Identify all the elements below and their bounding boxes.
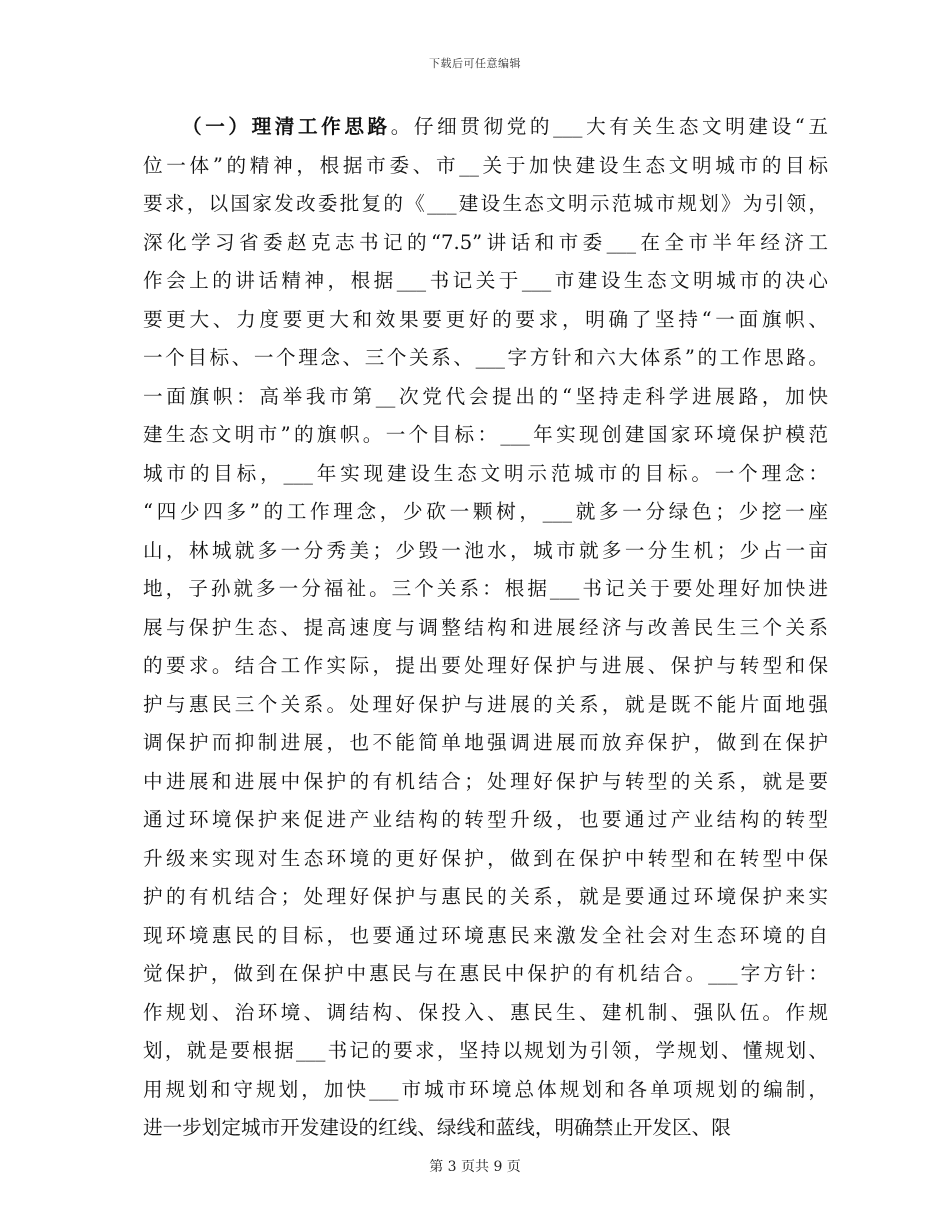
paragraph-line: 护与惠民三个关系。处理好保护与进展的关系，就是既不能片面地强 (143, 692, 828, 716)
paragraph-line: 觉保护，做到在保护中惠民与在惠民中保护的有机结合。___字方针： (143, 962, 828, 985)
page-header-note: 下载后可任意编辑 (429, 57, 521, 70)
paragraph-line: 深化学习省委赵克志书记的“7.5”讲话和市委___在全市半年经济工 (143, 230, 828, 254)
paragraph-line: 展与保护生态、提高速度与调整结构和进展经济与改善民生三个关系 (143, 615, 828, 639)
paragraph-line: 一个目标、一个理念、三个关系、___字方针和六大体系”的工作思路。 (143, 346, 828, 369)
paragraph-line: 进一步划定城市开发建设的红线、绿线和蓝线，明确禁止开发区、限 (143, 1116, 731, 1139)
paragraph-line: 建生态文明市”的旗帜。一个目标：___年实现创建国家环境保护模范 (143, 423, 828, 446)
paragraph-line: 划，就是要根据___书记的要求，坚持以规划为引领，学规划、懂规划、 (143, 1039, 828, 1062)
page-number: 第 3 页共 9 页 (429, 1159, 521, 1175)
paragraph-line: 一面旗帜：高举我市第__次党代会提出的“坚持走科学进展路，加快 (143, 384, 828, 408)
paragraph-line: 地，子孙就多一分福祉。三个关系：根据___书记关于要处理好加快进 (143, 577, 828, 600)
paragraph-line: 要更大、力度要更大和效果要更好的要求，明确了坚持“一面旗帜、 (143, 307, 828, 331)
paragraph-line: 中进展和进展中保护的有机结合；处理好保护与转型的关系，就是要 (143, 769, 828, 793)
paragraph-line: 的要求。结合工作实际，提出要处理好保护与进展、保护与转型和保 (143, 654, 828, 677)
paragraph-line: 现环境惠民的目标，也要通过环境惠民来激发全社会对生态环境的自 (143, 923, 828, 947)
paragraph-line-1 (143, 108, 828, 147)
paragraph-line: 用规划和守规划，加快___市城市环境总体规划和各单项规划的编制， (143, 1077, 828, 1101)
paragraph-line: 升级来实现对生态环境的更好保护，做到在保护中转型和在转型中保 (143, 846, 828, 870)
paragraph-line: “四少四多”的工作理念，少砍一颗树，___就多一分绿色；少挖一座 (143, 500, 828, 523)
paragraph-line: 通过环境保护来促进产业结构的转型升级，也要通过产业结构的转型 (143, 808, 828, 831)
paragraph-line: 山，林城就多一分秀美；少毁一池水，城市就多一分生机；少占一亩 (143, 538, 828, 562)
paragraph-line: 位一体”的精神，根据市委、市__关于加快建设生态文明城市的目标 (143, 153, 828, 177)
paragraph-line: 要求，以国家发改委批复的《___建设生态文明示范城市规划》为引领， (143, 192, 828, 215)
paragraph-line: 作会上的讲话精神，根据___书记关于___市建设生态文明城市的决心 (143, 269, 828, 292)
body-paragraph (143, 108, 828, 1148)
paragraph-line-1-rest: 。仔细贯彻党的___大有关生态文明建设“五 (390, 115, 828, 138)
section-heading: （一）理清工作思路 (182, 115, 391, 138)
paragraph-line: 城市的目标，___年实现建设生态文明示范城市的目标。一个理念： (143, 461, 828, 485)
paragraph-line: 作规划、治环境、调结构、保投入、惠民生、建机制、强队伍。作规 (143, 1000, 828, 1024)
paragraph-line: 护的有机结合；处理好保护与惠民的关系，就是要通过环境保护来实 (143, 885, 828, 908)
paragraph-line: 调保护而抑制进展，也不能简单地强调进展而放弃保护，做到在保护 (143, 731, 828, 754)
